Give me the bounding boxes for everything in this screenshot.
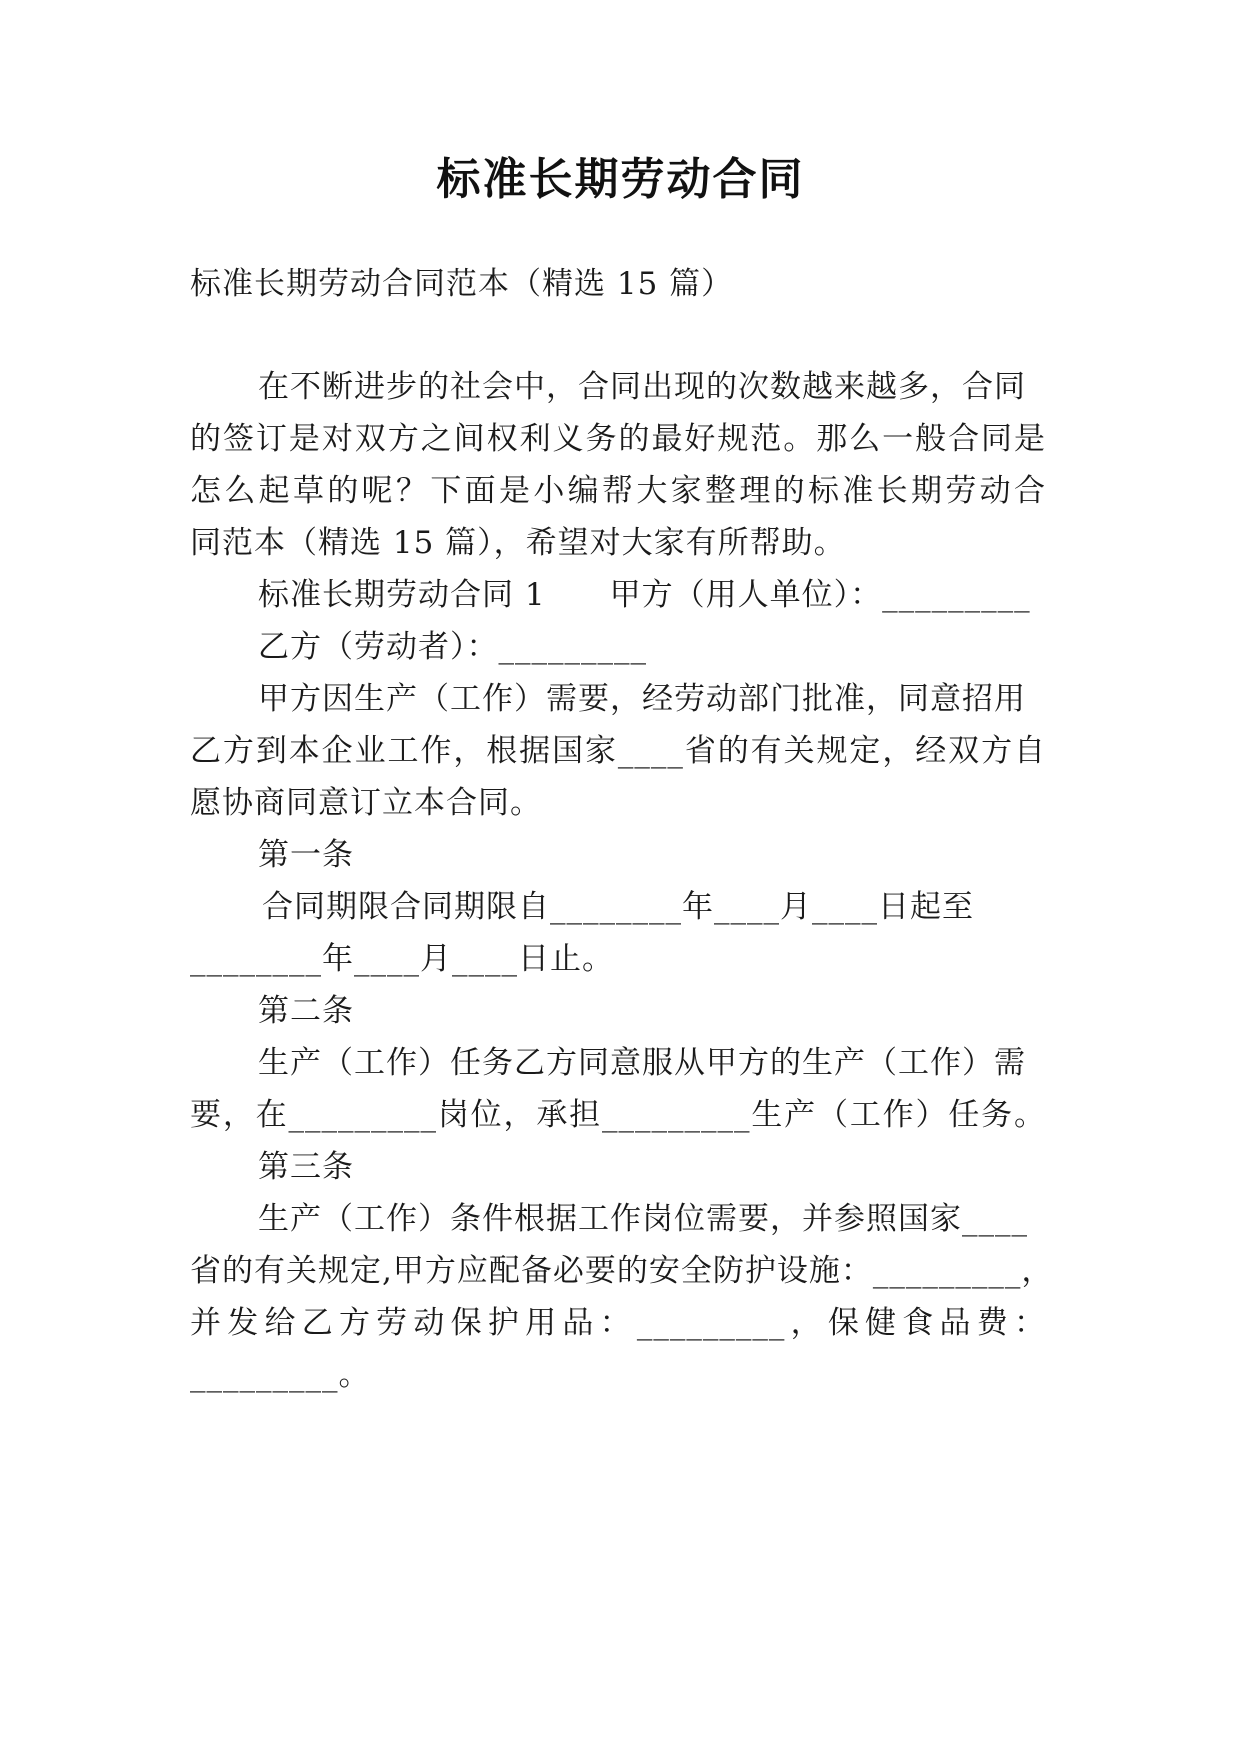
paragraph-line: 愿协商同意订立本合同。: [190, 785, 542, 821]
paragraph-line: 甲方因生产（工作）需要，经劳动部门批准，同意招用: [258, 681, 1026, 717]
paragraph-line: 要，在_________岗位，承担_________生产（工作）任务。: [190, 1097, 1046, 1133]
paragraph-line: 标准长期劳动合同 1 甲方（用人单位）：_________: [258, 577, 1031, 613]
article-heading: 第三条: [258, 1149, 354, 1185]
document-title: 标准长期劳动合同: [436, 154, 805, 205]
paragraph-line: 乙方（劳动者）：_________: [258, 629, 647, 665]
paragraph-line: 合同期限合同期限自________年____月____日起至: [262, 889, 974, 925]
paragraph-line: 省的有关规定,甲方应配备必要的安全防护设施：_________，: [190, 1253, 1054, 1289]
paragraph-line: 生产（工作）任务乙方同意服从甲方的生产（工作）需: [258, 1045, 1026, 1081]
subtitle-line: 标准长期劳动合同范本（精选 15 篇）: [190, 266, 734, 302]
paragraph-line: 怎么起草的呢？下面是小编帮大家整理的标准长期劳动合: [190, 473, 1046, 509]
paragraph-line: 同范本（精选 15 篇），希望对大家有所帮助。: [190, 525, 846, 561]
paragraph-line: 在不断进步的社会中，合同出现的次数越来越多，合同: [258, 369, 1026, 405]
paragraph-line: _________。: [190, 1357, 371, 1393]
article-heading: 第一条: [258, 837, 354, 873]
paragraph-line: 生产（工作）条件根据工作岗位需要，并参照国家____: [258, 1201, 1028, 1237]
paragraph-line: ________年____月____日止。: [190, 941, 614, 977]
paragraph-line: 的签订是对双方之间权利义务的最好规范。那么一般合同是: [190, 421, 1046, 457]
paragraph-line: 乙方到本企业工作，根据国家____省的有关规定，经双方自: [190, 733, 1046, 769]
article-heading: 第二条: [258, 993, 354, 1029]
paragraph-line: 并发给乙方劳动保护用品：_________，保健食品费：: [190, 1305, 1046, 1341]
